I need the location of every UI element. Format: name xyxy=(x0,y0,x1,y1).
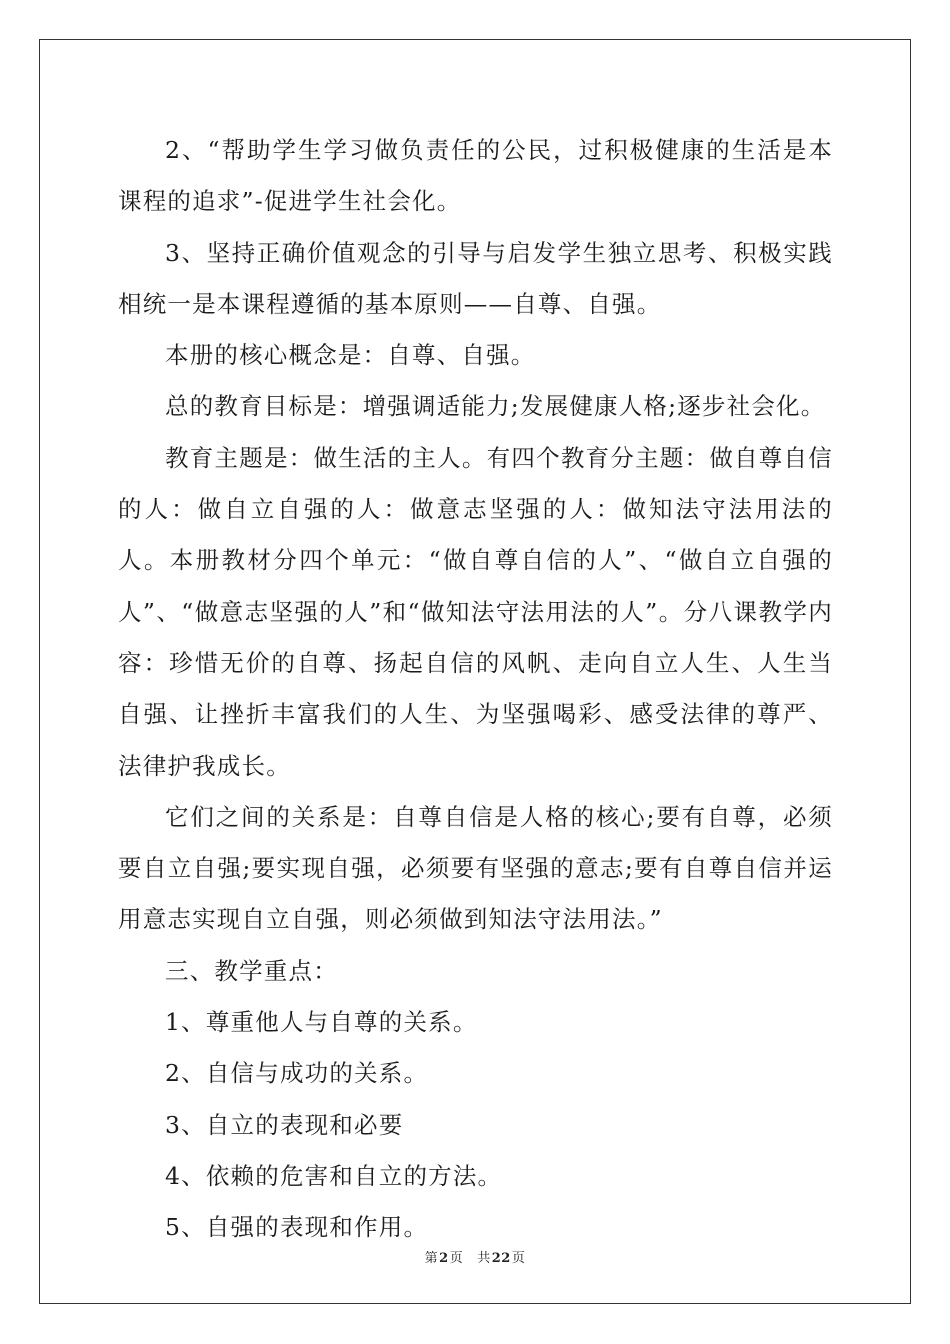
key-point-2: 2、自信与成功的关系。 xyxy=(165,1059,429,1088)
key-point-5: 5、自强的表现和作用。 xyxy=(165,1213,429,1242)
section-heading-key-points: 三、教学重点： xyxy=(165,956,338,985)
paragraph-core-concept: 本册的核心概念是：自尊、自强。 xyxy=(165,341,536,370)
key-point-3: 3、自立的表现和必要 xyxy=(165,1110,404,1139)
paragraph-relationship: 它们之间的关系是：自尊自信是人格的核心;要有自尊，必须要自立自强;要实现自强，必须要有坚强的意志;要有自尊自信并运用意志实现自立自强，则必须做到知法守法用法。” xyxy=(118,802,833,934)
document-body xyxy=(118,125,833,1254)
page-suffix: 页 xyxy=(449,1251,464,1266)
paragraph-item-3: 3、坚持正确价值观念的引导与启发学生独立思考、积极实践相统一是本课程遵循的基本原则——自尊、自强。 xyxy=(118,238,833,318)
paragraph-item-2: 2、“帮助学生学习做负责任的公民，过积极健康的生活是本课程的追求”-促进学生社会化。 xyxy=(118,136,833,216)
paragraph-education-goal: 总的教育目标是：增强调适能力;发展健康人格;逐步社会化。 xyxy=(165,392,826,421)
key-point-1: 1、尊重他人与自尊的关系。 xyxy=(165,1008,478,1037)
page-prefix: 第 xyxy=(424,1251,439,1266)
total-pages: 22 xyxy=(491,1251,511,1266)
page-footer xyxy=(0,1247,950,1266)
paragraph-education-theme: 教育主题是：做生活的主人。有四个教育分主题：做自尊自信的人：做自立自强的人：做意志坚强的人：做知法守法用法的人。本册教材分四个单元：“做自尊自信的人”、“做自立自强的人”、“做意志坚强的人”和“做知法守法用法的人”。分八课教学内容：珍惜无价的自尊、扬起自信的风帆、走向自立人生、人生当自强、让挫折丰富我们的人生、为坚强喝彩、感受法律的尊严、法律护我成长。 xyxy=(118,443,833,780)
total-prefix: 共 xyxy=(477,1251,491,1266)
key-point-4: 4、依赖的危害和自立的方法。 xyxy=(165,1161,503,1190)
total-suffix: 页 xyxy=(511,1251,526,1266)
page-number: 2 xyxy=(439,1251,449,1266)
